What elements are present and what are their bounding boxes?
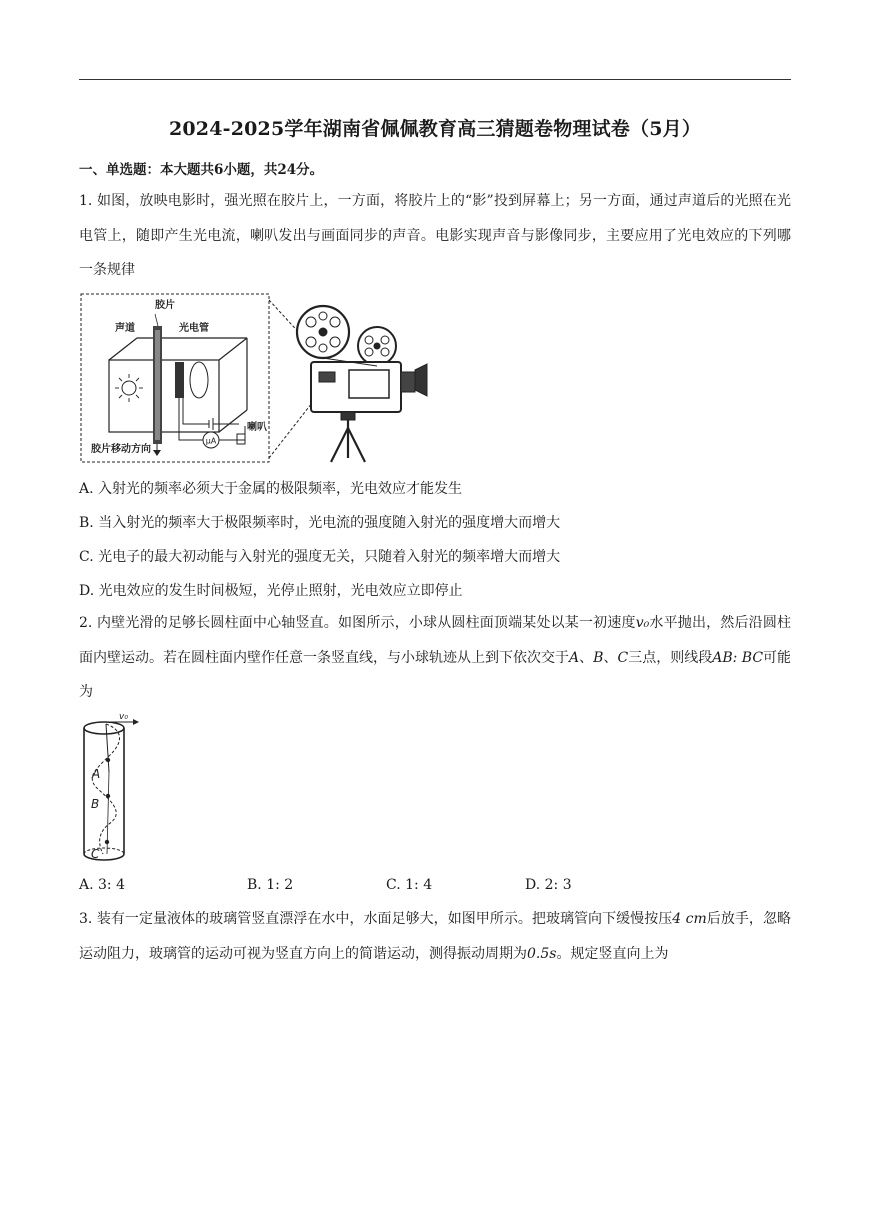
q2-option-a: A. 3: 4 — [79, 877, 125, 893]
q2-option-c: C. 1: 4 — [386, 877, 433, 893]
point-a-label: A — [92, 767, 101, 781]
question-3-text: 3. 装有一定量液体的玻璃管竖直漂浮在水中，水面足够大，如图甲所示。把玻璃管向下缓慢按压4 cm后放手，忽略运动阻力，玻璃管的运动可视为竖直方向上的简谐运动，测得振动周期为0.5s。规定竖直向上为 — [79, 911, 791, 962]
film-direction-label: 胶片移动方向 — [91, 444, 151, 455]
ratio-expression: AB: BC — [712, 649, 764, 666]
speaker-label: 喇叭 — [247, 422, 267, 433]
header-rule — [79, 79, 791, 80]
q2-option-d: D. 2: 3 — [525, 877, 572, 893]
displacement-value: 4 cm — [672, 911, 707, 927]
section-heading: 一、单选题：本大题共6小题，共24分。 — [79, 162, 324, 178]
exam-title: 2024-2025学年湖南省佩佩教育高三猜题卷物理试卷（5月） — [168, 118, 702, 140]
v0-label: v₀ — [119, 712, 128, 722]
question-1-figure — [79, 290, 435, 468]
question-2-text: 2. 内壁光滑的足够长圆柱面中心轴竖直。如图所示，小球从圆柱面顶端某处以某一初速度v₀水平抛出，然后沿圆柱面内壁运动。若在圆柱面内壁作任意一条竖直线，与小球轨迹从上到下依次交于A、B、C三点，则线段AB: BC可能为 — [79, 615, 792, 700]
q1-option-b: B. 当入射光的频率大于极限频率时，光电流的强度随入射光的强度增大而增大 — [79, 515, 561, 531]
q1-option-c: C. 光电子的最大初动能与入射光的强度无关，只随着入射光的频率增大而增大 — [79, 549, 561, 565]
v0-symbol: v₀ — [635, 615, 650, 631]
phototube-label: 光电管 — [179, 323, 209, 334]
period-value: 0.5s — [527, 945, 557, 962]
question-1-text: 1. 如图，放映电影时，强光照在胶片上，一方面，将胶片上的“影”投到屏幕上；另一方面，通过声道后的光照在光电管上，随即产生光电流，喇叭发出与画面同步的声音。电影实现声音与影像同步，主要应用了光电效应的下列哪一条规律 — [79, 193, 791, 278]
question-2-figure — [79, 712, 143, 868]
point-b-label: B — [91, 797, 100, 811]
q1-option-d: D. 光电效应的发生时间极短，光停止照射，光电效应立即停止 — [79, 583, 463, 599]
microammeter-label: μA — [205, 436, 217, 446]
q2-option-b: B. 1: 2 — [247, 877, 294, 893]
q1-option-a: A. 入射光的频率必须大于金属的极限频率，光电效应才能发生 — [79, 481, 463, 497]
film-label: 胶片 — [155, 300, 175, 311]
point-c-label: C — [91, 847, 100, 861]
soundtrack-label: 声道 — [115, 323, 135, 334]
